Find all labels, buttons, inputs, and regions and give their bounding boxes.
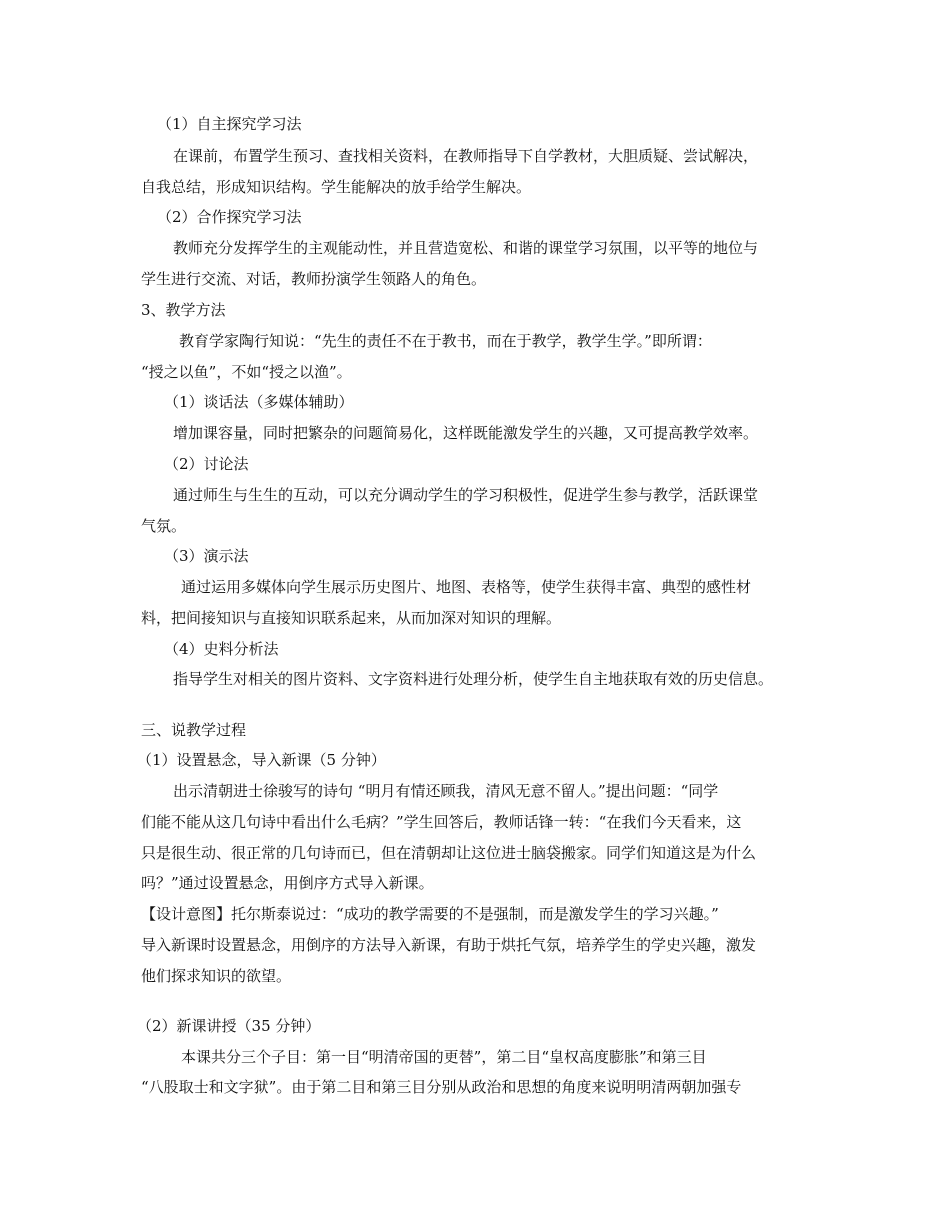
- paragraph-line: 导入新课时设置悬念，用倒序的方法导入新课，有助于烘托气氛，培养学生的学史兴趣，激发: [141, 936, 757, 954]
- paragraph-line: 教育学家陶行知说：“先生的责任不在于教书，而在于教学，教学生学。”即所谓：: [179, 332, 712, 350]
- design-intent-line: 【设计意图】托尔斯泰说过：“成功的教学需要的不是强制，而是激发学生的学习兴趣。”: [141, 905, 719, 923]
- heading-teaching-methods: 3、教学方法: [141, 301, 226, 319]
- paragraph-line: 气氛。: [141, 517, 187, 535]
- paragraph-line: 料，把间接知识与直接知识联系起来，从而加深对知识的理解。: [141, 609, 562, 627]
- paragraph-line: 只是很生动、很正常的几句诗而已，但在清朝却让这位进士脑袋搬家。同学们知道这是为什么: [141, 844, 757, 862]
- paragraph-line: “授之以鱼”，不如“授之以渔”。: [141, 363, 352, 381]
- heading-cooperative-inquiry: （2）合作探究学习法: [157, 208, 302, 226]
- paragraph-line: 他们探求知识的欲望。: [141, 967, 292, 985]
- heading-suspense-intro: （1）设置悬念，导入新课（5 分钟）: [137, 751, 386, 769]
- paragraph-line: 教师充分发挥学生的主观能动性，并且营造宽松、和谐的课堂学习氛围，以平等的地位与: [173, 239, 759, 257]
- paragraph-line: 学生进行交流、对话，教师扮演学生领路人的角色。: [141, 270, 487, 288]
- heading-source-analysis-method: （4）史料分析法: [164, 640, 279, 658]
- paragraph-line: 本课共分三个子目：第一目“明清帝国的更替”，第二目“皇权高度膨胀”和第三目: [181, 1048, 707, 1066]
- heading-demonstration-method: （3）演示法: [164, 547, 249, 565]
- paragraph-line: 通过师生与生生的互动，可以充分调动学生的学习积极性，促进学生参与教学，活跃课堂: [173, 486, 759, 504]
- paragraph-line: 出示清朝进士徐骏写的诗句 “明月有情还顾我，清风无意不留人。”提出问题：“同学: [173, 782, 719, 800]
- heading-self-inquiry: （1）自主探究学习法: [157, 115, 302, 133]
- heading-new-lesson: （2）新课讲授（35 分钟）: [137, 1017, 321, 1035]
- paragraph-line: 在课前，布置学生预习、查找相关资料，在教师指导下自学教材，大胆质疑、尝试解决，: [173, 147, 759, 165]
- paragraph-line: 们能不能从这几句诗中看出什么毛病？”学生回答后，教师话锋一转：“在我们今天看来，这: [141, 813, 742, 831]
- paragraph-line: 指导学生对相关的图片资料、文字资料进行处理分析，使学生自主地获取有效的历史信息。: [173, 670, 774, 688]
- paragraph-line: 增加课容量，同时把繁杂的问题简易化，这样既能激发学生的兴趣，又可提高教学效率。: [173, 424, 759, 442]
- paragraph-line: 吗？”通过设置悬念，用倒序方式导入新课。: [141, 874, 434, 892]
- paragraph-line: 通过运用多媒体向学生展示历史图片、地图、表格等，使学生获得丰富、典型的感性材: [181, 578, 752, 596]
- section-heading-teaching-process: 三、说教学过程: [141, 721, 247, 739]
- paragraph-line: 自我总结，形成知识结构。学生能解决的放手给学生解决。: [141, 178, 532, 196]
- heading-talk-method: （1）谈话法（多媒体辅助）: [164, 393, 354, 411]
- paragraph-line: “八股取士和文字狱”。由于第二目和第三目分别从政治和思想的角度来说明明清两朝加强专: [141, 1078, 742, 1096]
- heading-discussion-method: （2）讨论法: [164, 455, 249, 473]
